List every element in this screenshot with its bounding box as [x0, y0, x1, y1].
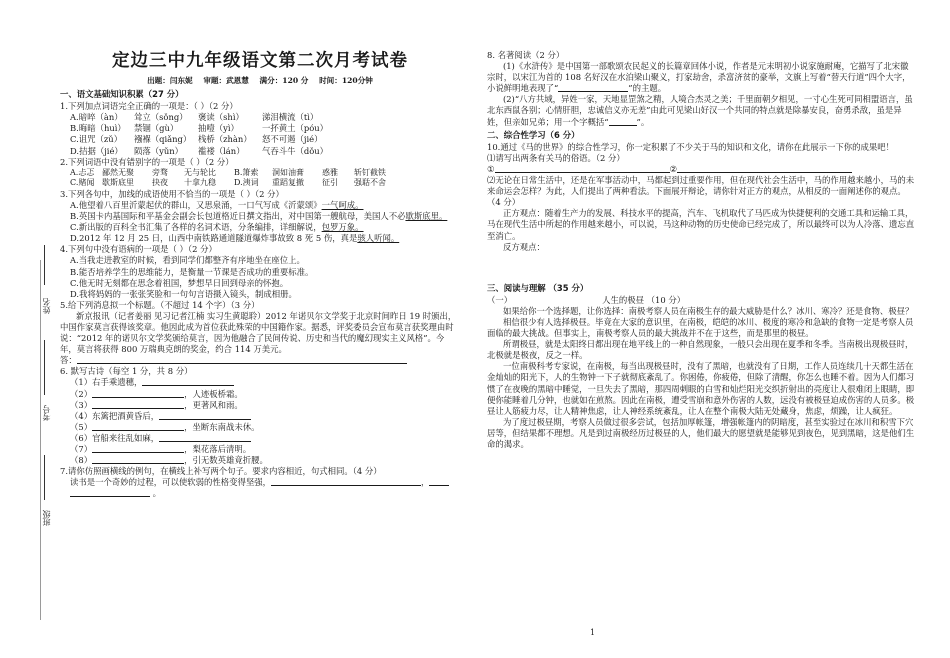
q2-option-row[interactable]: A.忐忑 鄙然无聚 旁骛 无与轮比 B.箫索 洞如油膏 惑雅 斩钉截铁	[70, 167, 386, 177]
exam-meta	[60, 76, 460, 86]
left-column	[60, 22, 460, 499]
binding-margin	[0, 0, 58, 658]
q10-con-view[interactable]: 反方观点：	[502, 241, 545, 252]
q4-option[interactable]: B.能否培养学生的思维能力，是衡量一节课是否成功的重要标准。	[70, 266, 314, 277]
q4-option[interactable]: A.当我走进教室的时候，看到同学们都整齐有序地坐在座位上。	[70, 255, 305, 266]
number-blank[interactable]	[44, 340, 45, 395]
q6-item-4[interactable]: （4）东篱把酒黄昏后，	[60, 411, 460, 422]
q10-sub-1: ⑴请写出两条有关马的俗语。（2 分）	[487, 152, 625, 163]
reading-para-1: 如果给你一个选择题，让你选择：南极考察人员在南极生存的最大威胁是什么？冰川、寒冷？还是食物、极昼？	[502, 305, 914, 316]
q1-stem: 1.下列加点词语完全正确的一项是：（ ）（2 分）	[60, 101, 238, 112]
q6-stem: 6. 默写古诗（每空 1 分，共 8 分）	[60, 366, 193, 377]
q10-sub-2: ⑵无论在日常生活中，还是在军事活动中，马都起到过重要作用，但在现代社会生活中，马的作用越来越小，马的未来命运会怎样？为此，人们提出了两种看法。下面展开辩论，请你针对正方的观点，从相反的一面阐述你的观点。（4 分）	[487, 175, 915, 208]
exam-time: 时间：120分钟	[319, 76, 373, 86]
q6-item-8[interactable]: （8） ，引无数英雄竟折腰。	[70, 455, 268, 466]
section-1-heading: 一、语文基础知识积累（27 分）	[60, 89, 184, 100]
binding-line	[40, 260, 41, 620]
q3-option-b[interactable]: B.英国卡内基国际和平基金会副会长包道格近日撰文指出，对中国第一艘航母，美国人不必歇斯底里。	[70, 211, 448, 222]
q2-stem: 2.下列词语中没有错别字的一项是（ ）（2 分）	[60, 156, 234, 167]
reading-para-3: 所谓极昼，就是太阳终日都出现在地平线上的一种自然现象，一般只会出现在夏季和冬季。当南极出现极昼时，北极就是极夜，反之一样。	[487, 339, 914, 361]
exam-title: 定边三中九年级语文第二次月考试卷	[112, 51, 408, 71]
q1-option-row[interactable]: C.诅咒（zǔ） 襁褓（qiǎng） 栈桥（zhàn） 怒不可遏（jié）	[70, 134, 323, 145]
q3-option-a[interactable]: A.他望着八百里沂蒙起伏的群山，又思泉涌，一口气写成《沂蒙颂》一气呵成。	[70, 199, 364, 210]
section-2-heading: 二、综合性学习（6 分）	[487, 129, 580, 140]
q4-option[interactable]: D.我将妈妈的一张张笑脸和一句句言语摄入镜头，制成相册。	[70, 288, 297, 299]
q1-option-row[interactable]: B.晦暗（huì） 禁锢（gù） 抽噎（yì） 一抔黄土（póu）	[70, 123, 329, 134]
reviewer: 审题：武恩慧	[203, 76, 249, 86]
section-3-heading: 三、阅读与理解 （35 分）	[487, 282, 589, 293]
name-label: 姓名	[42, 298, 51, 314]
q1-option-row[interactable]: D.拮据（jié） 陨落（yǔn） 褴褛（lán） 气吞斗牛（dǒu）	[70, 145, 329, 156]
q6-item-6[interactable]: （6）官船来往乱如麻，	[60, 433, 460, 444]
name-blank[interactable]	[44, 245, 45, 285]
q6-item-3[interactable]: （3） ，更著风和雨。	[70, 399, 243, 410]
q3-stem: 3.下列各句中，加线的成语使用不恰当的一项是（ ）（2 分）	[60, 188, 284, 199]
q10-pro-view: 正方观点：随着生产力的发展、科技水平的提高，汽车、飞机取代了马匹成为快捷便利的交通工具和运输工具，马在现代生活中所起的作用越来越小，可以说，马这种动物的历史使命已经完成了，所以最终可以为人冷落、遗忘直至消亡。	[487, 208, 915, 241]
q6-item-2[interactable]: （2） ，人迹板桥霜。	[70, 388, 243, 399]
reading-1-header: （一） 人生的极昼 （10 分）	[487, 294, 686, 305]
q8-part-2[interactable]: (2)“八方共域，异姓一家，天地显罡煞之精，人境合杰灵之美；千里面朝夕相见，一寸心生死可同相盟语言，虽北东西鼠各别；心情肝胆，忠诚信义亦无差”由此可见梁山好汉一个共同的特点就是除暴安良，奋勇杀敌，虽是异姓，但亲如兄弟；用一个字概括“ ”。	[487, 94, 913, 127]
reading-para-2: 相信很少有人选择极昼。毕竟在大家的意识里，在南极，皑皑的冰川、极度的寒冷和急缺的食物一定是考察人员面临的最大挑战。但事实上，南极考察人员的最大挑战并不在于这些，而是那里的极昼。	[487, 316, 914, 339]
q5-answer-line[interactable]: 答：	[60, 355, 460, 366]
q6-item-5[interactable]: （5） ，坐断东南战未休。	[70, 421, 260, 432]
number-label: 考号	[42, 405, 51, 421]
full-score: 满分：120 分	[259, 76, 309, 86]
q5-news-text: 新京报讯（记者姜丽 见习记者江楠 实习生黄聪聆）2012 年诺贝尔文学奖于北京时间昨日 19 时颁出，中国作家莫言获得该奖章。他因此成为首位获此殊荣的中国籍作家。据悉，评奖委员会宣布莫言获奖理由时说：“2012 年的诺贝尔文学奖颁给莫言，因为他融合了民间传说、历史和当代的魔幻现实主义风格”。今年，莫言将获得 800 万瑞典克朗的奖金，约合 114 万美元。	[60, 310, 457, 355]
q8-stem: 8. 名著阅读（2 分）	[487, 50, 565, 60]
q4-stem: 4.下列句中没有语病的一项是（ ）（2 分）	[60, 244, 217, 255]
q10-stem: 10.通过《马的世界》的综合性学习，你一定积累了不少关于马的知识和文化，请你在此展示一下你的成果吧！	[487, 141, 894, 152]
q5-stem: 5.给下列消息拟一个标题。（不超过 14 个字）（3 分）	[60, 299, 260, 310]
q8-part-1[interactable]: (1)《水浒传》是中国第一部歌颂农民起义的长篇章回体小说，作者是元末明初小说家施耐庵，它描写了北宋徽宗时，以宋江为首的 108 名好汉在水泊梁山聚义，打家劫舍，杀富济贫的豪举，文旗上写着“替天行道”四个大字，小说鲜明地表现了“ ”的主题。	[487, 61, 911, 94]
setter: 出题：闫东妮	[147, 76, 193, 86]
page-number: 1	[590, 628, 596, 637]
q7-answer-line[interactable]: 。	[60, 488, 460, 499]
q6-item-1[interactable]: （1）右手乘遗穗，	[60, 377, 460, 388]
q10-proverb-answers[interactable]: ① ②	[487, 164, 915, 175]
class-label: 班级	[42, 510, 51, 526]
q7-answer[interactable]: 读书是一个奇妙的过程，可以使软弱的性格变得坚强， ，	[60, 477, 460, 488]
q3-option-d[interactable]: D.2012 年 12 月 25 日，山西中南铁路通道隧道爆炸事故致 8 死 5 伤，真是骇人听闻。	[70, 233, 400, 244]
q3-option-c[interactable]: C.新出版的百科全书汇集了各样的名词术语，分条编排，详细解说，包罗万象。	[70, 222, 364, 233]
q7-stem: 7.请你仿照画横线的例句，在横线上补写两个句子。要求内容相近，句式相同。（4 分）	[60, 466, 382, 477]
q1-option-row[interactable]: A.暗啐（àn） 耸立（sǒng） 褒读（shì） 涕泪横流（tì）	[70, 112, 319, 123]
q6-item-7[interactable]: （7） ，梨花落后清明。	[70, 444, 252, 455]
class-blank[interactable]	[44, 455, 45, 500]
q2-option-row[interactable]: C.赌闻 歇斯底里 抉夜 十拿九稳 D.洟词 重蹈复撤 征引 强聒不舍	[70, 178, 386, 188]
reading-para-5: 为了度过极昼期，考察人员做过很多尝试，包括加厚帐篷，增强帐篷内的阴暗度，甚至实验过在冰川和积雪下穴居等，但结果都不理想。凡是到过南极经历过极昼的人，他们最大的愿望就是能够见到夜色，见到黑暗，这是他们生命的渴求。	[487, 416, 915, 449]
right-column	[487, 50, 915, 450]
q4-option[interactable]: C.他无时无刻都在思念着祖国，梦想早日回到母亲的怀抱。	[70, 277, 289, 288]
reading-para-4: 一位南极科考专家说，在南极，每当出现极昼时，没有了黑暗，也就没有了日期，工作人员连续几十天都生活在金灿灿的阳光下，人的生物钟一下子就彻底紊乱了。你困倦，你疲倦，但除了清醒，你怎么也睡不着。因为人们都习惯了在夜晚的黑暗中睡觉，一旦失去了黑暗，那四周刺眼的白雪和灿烂阳光交织折射出的亮度让人很难闭上眼睛，即便你能睡着几分钟，也就如在煎熬。因此在南极，遭受雪崩和意外伤害的人数，远没有被极昼迫成伤害的人员多。极昼让人筋疲力尽，让人精神焦虑，让人神经系统紊乱，让人在整个南极大陆无处藏身，焦虑，烦躁，让人疯狂。	[487, 361, 915, 416]
